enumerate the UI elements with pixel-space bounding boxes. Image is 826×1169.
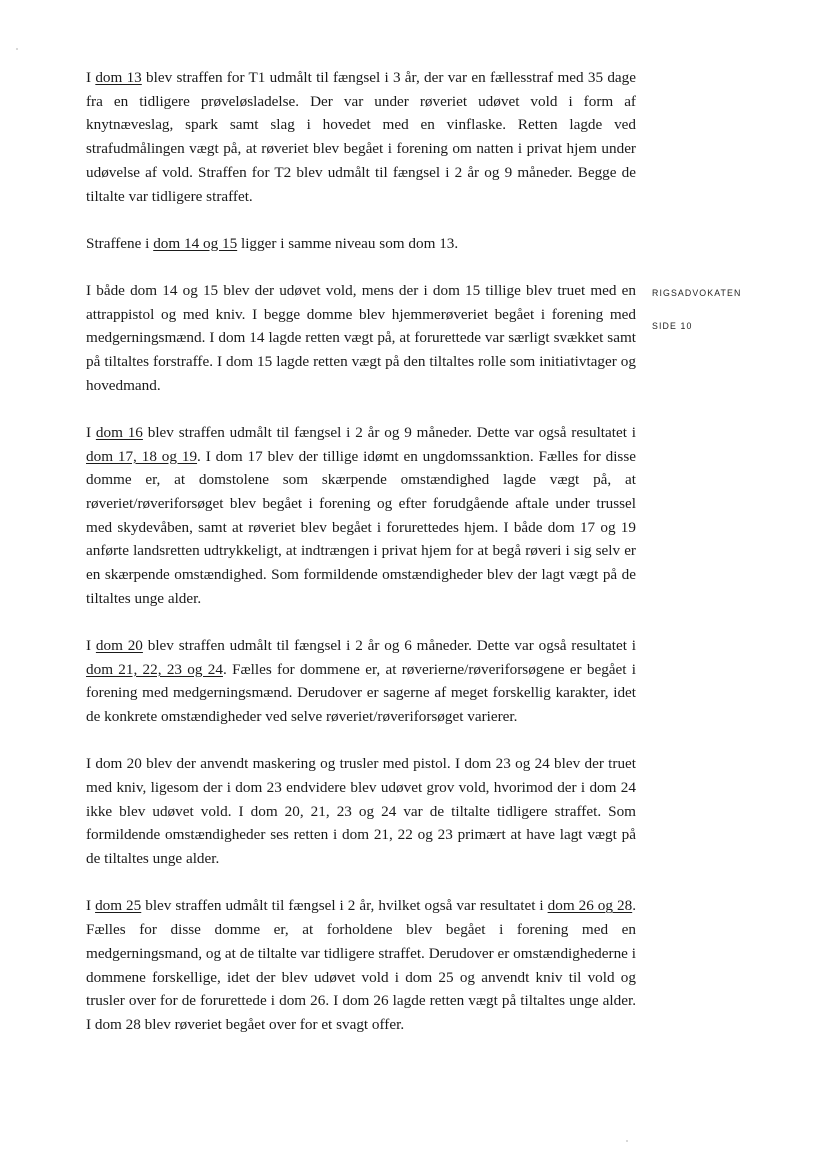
text-run: . I dom 17 blev der tillige idømt en ungdomssanktion. Fælles for disse domme er, at domstolene som skærpende omstændighed lagde vægt på, at røveriet/røveriforsøget blev begået i forening og efter forudgående aftale under trussel med skydevåben, samt at røveriet blev begået i forurettedes hjem. I både dom 17 og 19 anførte landsretten udtrykkeligt, at indtrængen i privat hjem for at begå røveri i sig selv er en skærpende omstændighed. Som formildende omstændigheder blev der lagt vægt på de tiltaltes unge alder. xyxy=(86,447,636,607)
text-run: I dom 20 blev der anvendt maskering og trusler med pistol. I dom 23 og 24 blev der truet med kniv, ligesom der i dom 23 endvidere blev udøvet grov vold, hvorimod der i dom 24 ikke blev udøvet vold. I dom 20, 21, 23 og 24 var de tiltalte tidligere straffet. Som formildende omstændigheder ses retten i dom 21, 22 og 23 primært at have lagt vægt på de tiltaltes unge alder. xyxy=(86,755,636,868)
text-run: I xyxy=(86,637,96,655)
page-header-sidebar xyxy=(652,287,741,332)
case-reference: dom 26 og 28 xyxy=(547,897,633,915)
paragraph xyxy=(86,232,636,256)
case-reference: dom 13 xyxy=(95,69,142,86)
organization-label: RIGSADVOKATEN xyxy=(652,288,742,298)
case-reference: dom 16 xyxy=(95,423,143,441)
text-run: . Fælles for disse domme er, at forholdene blev begået i forening med en medgerningsmand, og at de tiltalte var tidligere straffet. Derudover er omstændighederne i dommene forskellige, idet der blev udøvet vold i dom 25 og anvendt kniv til vold og trusler over for de forurettede i dom 26. I dom 26 lagde retten vægt på tiltaltes unge alder. I dom 28 blev røveriet begået over for et svagt offer. xyxy=(86,897,636,1033)
text-run: blev straffen for T1 udmålt til fængsel i 3 år, der var en fællesstraf med 35 dage fra en tidligere prøveløsladelse. Der var under røveriet udøvet vold i form af knytnæveslag, spark samt slag i hovedet med en vinflaske. Retten lagde ved strafudmålingen vægt på, at røveriet blev begået i forening om natten i privat hjem under udøvelse af vold. Straffen for T2 blev udmålt til fængsel i 2 år og 9 måneder. Begge de tiltalte var tidligere straffet. xyxy=(86,69,636,205)
paragraph xyxy=(86,894,636,1036)
paragraph xyxy=(86,634,636,729)
text-run: Straffene i xyxy=(86,234,154,252)
text-run: blev straffen udmålt til fængsel i 2 år og 9 måneder. Dette var også resultatet i xyxy=(142,423,636,441)
text-run: blev straffen udmålt til fængsel i 2 år og 6 måneder. Dette var også resultatet i xyxy=(142,637,636,655)
case-reference: dom 17, 18 og 19 xyxy=(86,447,198,465)
text-run: ligger i samme niveau som dom 13. xyxy=(237,234,459,252)
paragraph xyxy=(86,421,636,611)
text-run: blev straffen udmålt til fængsel i 2 år, hvilket også var resultatet i xyxy=(141,897,548,915)
text-run: . Fælles for dommene er, at røverierne/røveriforsøgene er begået i forening med medgerningsmænd. Derudover er sagerne af meget forskellig karakter, idet de konkrete omstændigheder ved selve røveriet/røveriforsøget varierer. xyxy=(86,660,636,726)
paragraph xyxy=(86,66,636,208)
page-number: SIDE 10 xyxy=(652,321,693,331)
text-run: I xyxy=(86,423,96,441)
case-reference: dom 14 og 15 xyxy=(153,234,238,252)
case-reference: dom 21, 22, 23 og 24 xyxy=(86,660,223,678)
case-reference: dom 20 xyxy=(95,637,143,655)
scan-speck xyxy=(626,1140,628,1142)
paragraph xyxy=(86,752,636,871)
paragraph xyxy=(86,279,636,398)
case-reference: dom 25 xyxy=(95,897,142,915)
scan-speck xyxy=(16,48,18,50)
text-run: I xyxy=(86,69,96,86)
text-run: I xyxy=(86,897,96,915)
document-body xyxy=(86,66,636,1060)
text-run: I både dom 14 og 15 blev der udøvet vold, mens der i dom 15 tillige blev truet med en attrappistol og med kniv. I begge domme blev hjemmerøveriet begået i forening med medgerningsmænd. I dom 14 lagde retten vægt på, at forurettede var særligt svækket samt på tiltaltes forstraffe. I dom 15 lagde retten vægt på den tiltaltes rolle som initiativtager og hovedmand. xyxy=(86,281,636,394)
